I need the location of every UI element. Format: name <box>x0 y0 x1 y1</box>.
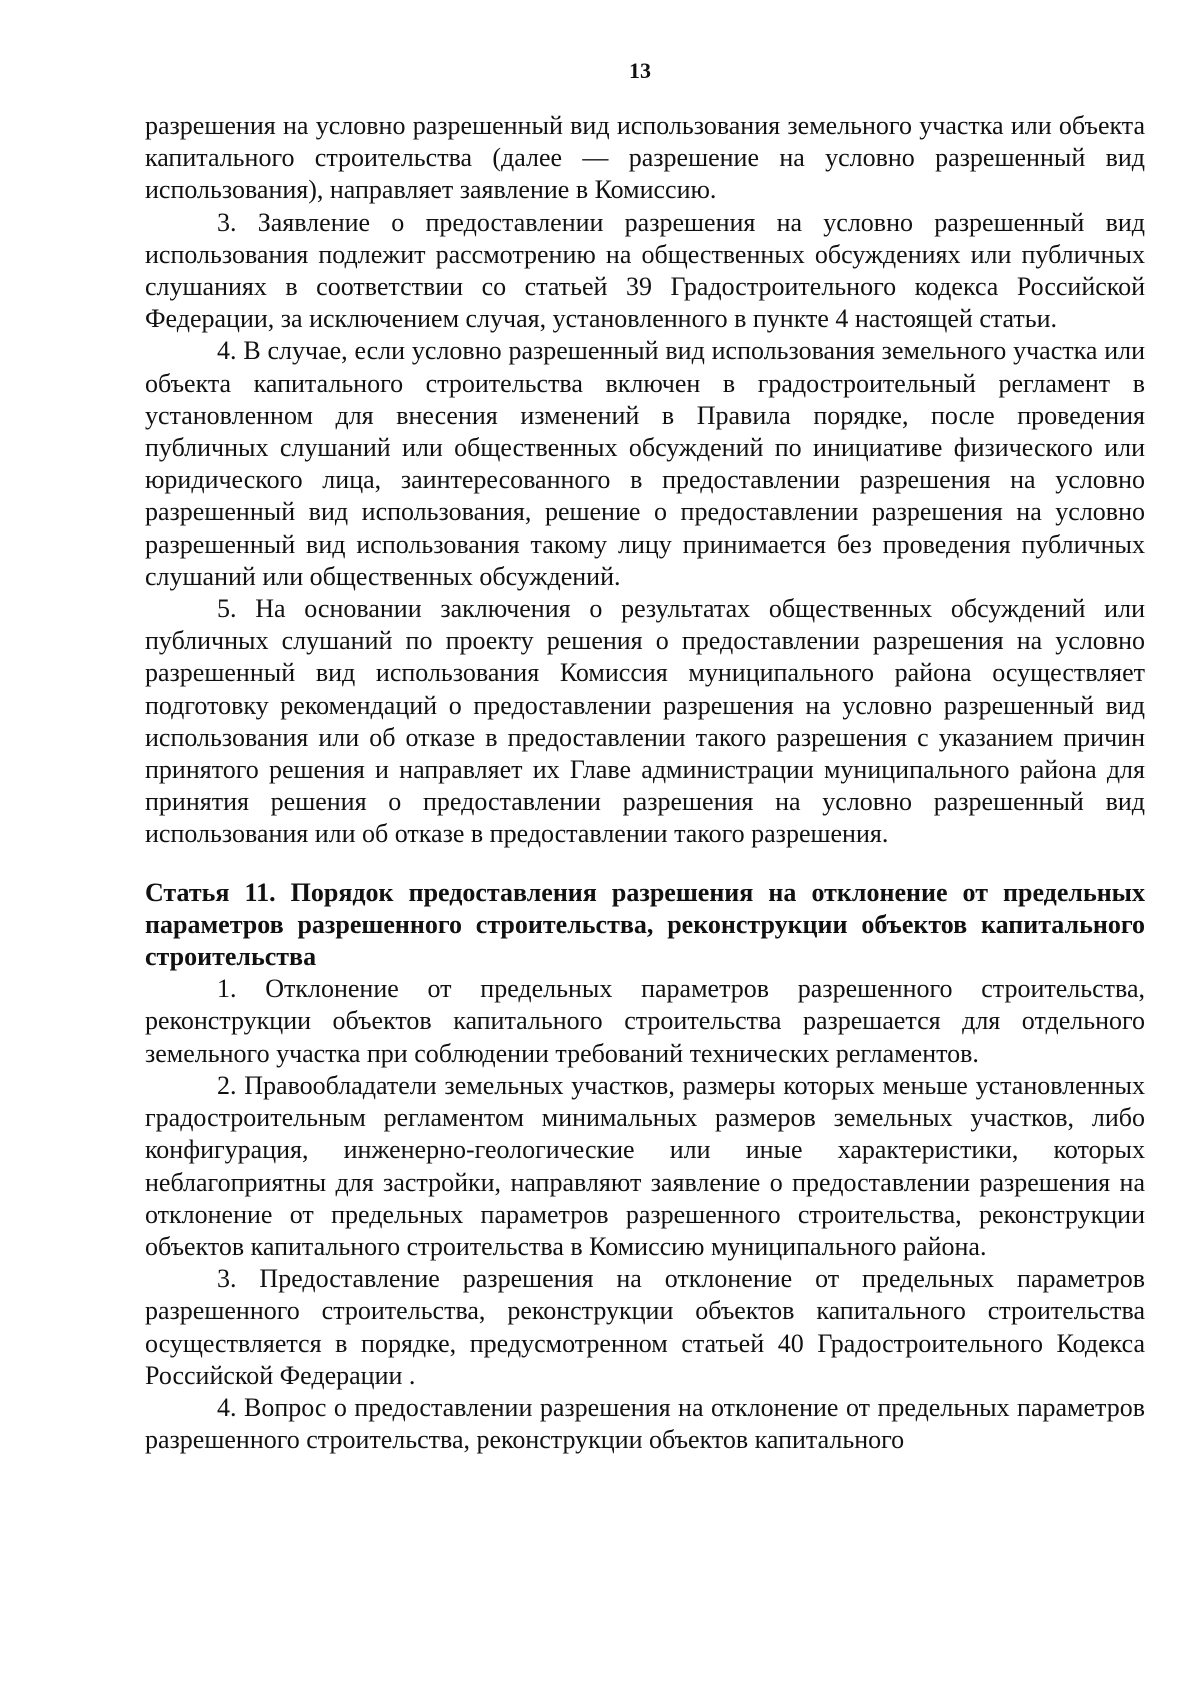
article11-item-3: 3. Предоставление разрешения на отклонение от предельных параметров разрешенного строительства, реконструкции объектов капитального строительства осуществляется в порядке, предусмотренном статьей 40 Градостроительного Кодекса Российской Федерации . <box>145 1264 1145 1390</box>
paragraph-continuation: разрешения на условно разрешенный вид использования земельного участка или объекта капитального строительства (далее — разрешение на условно разрешенный вид использования), направляет заявление в Комиссию. <box>145 111 1145 205</box>
page-number: 13 <box>629 58 651 83</box>
document-body <box>145 110 1145 1456</box>
article11-item-4: 4. Вопрос о предоставлении разрешения на отклонение от предельных параметров разрешенного строительства, реконструкции объектов капитального <box>145 1392 1145 1455</box>
article11-heading: Статья 11. Порядок предоставления разрешения на отклонение от предельных параметров разрешенного строительства, реконструкции объектов капитального строительства <box>145 877 1145 972</box>
article11-item-1: 1. Отклонение от предельных параметров разрешенного строительства, реконструкции объектов капитального строительства разрешается для отдельного земельного участка при соблюдении требований технических регламентов. <box>145 974 1145 1068</box>
article10-item-4: 4. В случае, если условно разрешенный вид использования земельного участка или объекта капитального строительства включен в градостроительный регламент в установленном для внесения изменений в Правила порядке, после проведения публичных слушаний или общественных обсуждений по инициативе физического или юридического лица, заинтересованного в предоставлении разрешения на условно разрешенный вид использования, решение о предоставлении разрешения на условно разрешенный вид использования такому лицу принимается без проведения публичных слушаний или общественных обсуждений. <box>145 336 1145 591</box>
article10-item-5: 5. На основании заключения о результатах общественных обсуждений или публичных слушаний по проекту решения о предоставлении разрешения на условно разрешенный вид использования Комиссия муниципального района осуществляет подготовку рекомендаций о предоставлении разрешения на условно разрешенный вид использования или об отказе в предоставлении такого разрешения с указанием причин принятого решения и направляет их Главе администрации муниципального района для принятия решения о предоставлении разрешения на условно разрешенный вид использования или об отказе в предоставлении такого разрешения. <box>145 594 1145 849</box>
article11-item-2: 2. Правообладатели земельных участков, размеры которых меньше установленных градостроительным регламентом минимальных размеров земельных участков, либо конфигурация, инженерно-геологические или иные характеристики, которых неблагоприятны для застройки, направляют заявление о предоставлении разрешения на отклонение от предельных параметров разрешенного строительства, реконструкции объектов капитального строительства в Комиссию муниципального района. <box>145 1070 1145 1261</box>
article10-item-3: 3. Заявление о предоставлении разрешения на условно разрешенный вид использования подлежит рассмотрению на общественных обсуждениях или публичных слушаниях в соответствии со статьей 39 Градостроительного кодекса Российской Федерации, за исключением случая, установленного в пункте 4 настоящей статьи. <box>145 207 1145 334</box>
